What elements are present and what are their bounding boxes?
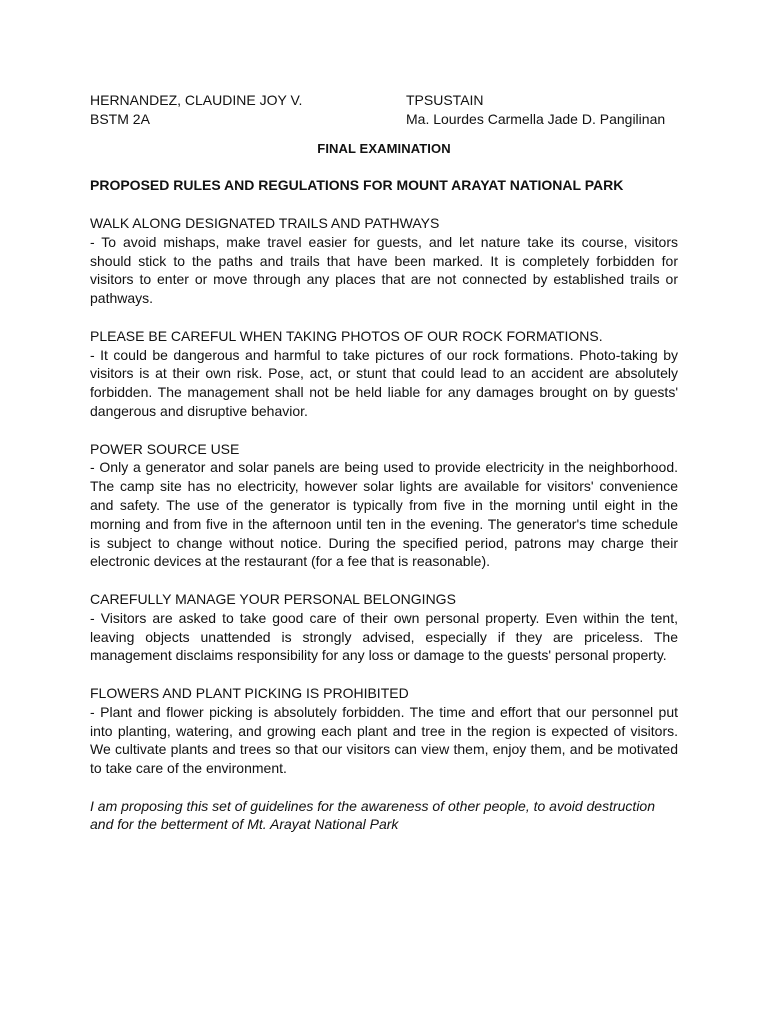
instructor-name: Ma. Lourdes Carmella Jade D. Pangilinan (406, 110, 666, 127)
section-heading: PLEASE BE CAREFUL WHEN TAKING PHOTOS OF OUR ROCK FORMATIONS. (90, 327, 603, 344)
section-heading: WALK ALONG DESIGNATED TRAILS AND PATHWAYS (90, 214, 440, 231)
document-page (90, 91, 678, 848)
section-body: - To avoid mishaps, make travel easier for guests, and let nature take its course, visitors should stick to the paths and trails that have been marked. It is completely forbidden for visitors to enter or move through any places that are not connected by established trails or pathways. (90, 233, 678, 307)
section-body: - Only a generator and solar panels are being used to provide electricity in the neighborhood. The camp site has no electricity, however solar lights are available for visitors' convenience and safety. The use of the generator is typically from five in the morning until eight in the morning and from five in the afternoon until ten in the evening. The generator's time schedule is subject to change without notice. During the specified period, patrons may charge their electronic devices at the restaurant (for a fee that is reasonable). (90, 459, 678, 570)
section-body: - Visitors are asked to take good care of their own personal property. Even within the tent, leaving objects unattended is strongly advised, especially if they are priceless. The management disclaims responsibility for any loss or damage to the guests' personal property. (90, 609, 678, 664)
course-section: BSTM 2A (90, 110, 150, 127)
header-row-2 (90, 110, 678, 129)
section-trails (90, 214, 678, 308)
section-heading: POWER SOURCE USE (90, 440, 240, 457)
section-heading: FLOWERS AND PLANT PICKING IS PROHIBITED (90, 684, 409, 701)
section-belongings (90, 590, 678, 665)
section-body: - It could be dangerous and harmful to take pictures of our rock formations. Photo-taking by visitors is at their own risk. Pose, act, or stunt that could lead to an accident are absolutely forbidden. The management shall not be held liable for any damages brought on by guests' dangerous and disruptive behavior. (90, 346, 678, 419)
header-row-1 (90, 91, 678, 110)
subject-code: TPSUSTAIN (406, 92, 484, 108)
section-power-source (90, 440, 678, 572)
section-heading: CAREFULLY MANAGE YOUR PERSONAL BELONGINGS (90, 590, 456, 607)
document-title: PROPOSED RULES AND REGULATIONS FOR MOUNT ARAYAT NATIONAL PARK (90, 177, 624, 194)
section-plant-picking (90, 684, 678, 778)
section-rock-photos (90, 327, 678, 421)
exam-title: FINAL EXAMINATION (317, 140, 451, 156)
student-name: HERNANDEZ, CLAUDINE JOY V. (90, 92, 303, 108)
closing-statement: I am proposing this set of guidelines for the awareness of other people, to avoid destruction and for the betterment of Mt. Arayat National Park (90, 797, 656, 833)
section-body: - Plant and flower picking is absolutely forbidden. The time and effort that our personnel put into planting, watering, and growing each plant and tree in the region is expected of visitors. We cultivate plants and trees so that our visitors can view them, enjoy them, and be motivated to take care of the environment. (90, 703, 678, 777)
